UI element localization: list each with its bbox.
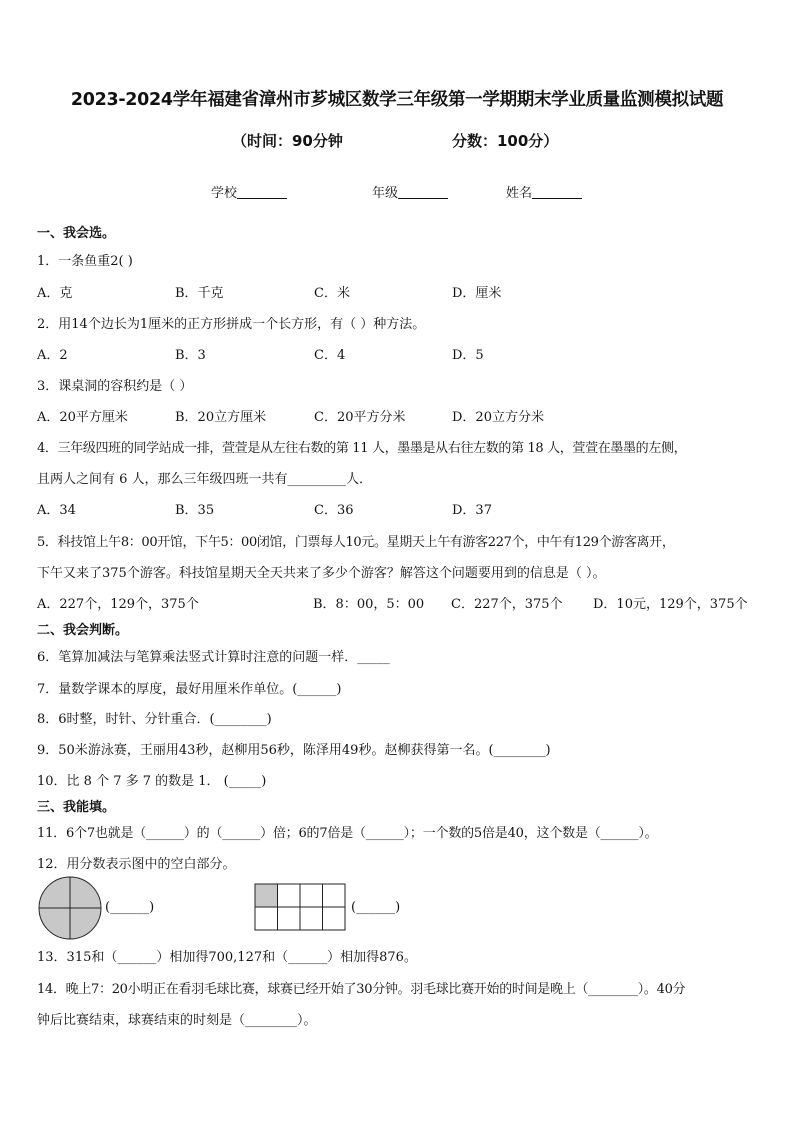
- question-2: 2．用14个边长为1厘米的正方形拼成一个长方形，有（ ）种方法。: [37, 317, 426, 332]
- name-field: [506, 182, 582, 201]
- question-3: 3．课桌洞的容积约是（ ）: [37, 379, 193, 394]
- q2-option-b[interactable]: B．3: [175, 348, 206, 363]
- q1-option-a[interactable]: A．克: [37, 286, 73, 301]
- q3-option-d[interactable]: D．20立方分米: [452, 410, 544, 425]
- q4-option-b[interactable]: B．35: [175, 503, 215, 518]
- section-choose: 一、我会选。: [37, 226, 116, 241]
- question-10: 10．比 8 个 7 多 7 的数是 1． (_____): [37, 774, 267, 789]
- question-12: 12．用分数表示图中的空白部分。: [37, 857, 236, 872]
- circle-fraction-figure: [37, 875, 103, 941]
- name-blank[interactable]: [532, 185, 582, 199]
- q2-option-c[interactable]: C．4: [314, 348, 346, 363]
- grid-shaded-cell: [255, 884, 278, 907]
- grid-answer-blank[interactable]: (______): [351, 900, 401, 915]
- q5-option-d[interactable]: D．10元，129个，375个: [593, 597, 748, 612]
- school-blank[interactable]: [237, 185, 287, 199]
- section-judge: 二、我会判断。: [37, 623, 129, 638]
- q3-option-a[interactable]: A．20平方厘米: [37, 410, 128, 425]
- q2-option-a[interactable]: A．2: [37, 348, 68, 363]
- q1-option-d[interactable]: D．厘米: [452, 286, 502, 301]
- question-5-line-1: 5．科技馆上午8：00开馆，下午5：00闭馆，门票每人10元。星期天上午有游客227个，中午有129个游客离开，: [37, 535, 675, 550]
- exam-time: （时间：90分钟: [232, 132, 343, 150]
- question-4-line-1: 4．三年级四班的同学站成一排，萱萱是从左往右数的第 11 人，墨墨是从右往左数的第 18 人，萱萱在墨墨的左侧，: [37, 441, 687, 456]
- question-13: 13．315和（______）相加得700,127和（______）相加得876。: [37, 950, 417, 965]
- question-5-line-2: 下午又来了375个游客。科技馆星期天全天共来了多少个游客？解答这个问题要用到的信息是（ ）。: [37, 566, 606, 581]
- question-6: 6．笔算加减法与笔算乘法竖式计算时注意的问题一样．_____: [37, 650, 390, 665]
- school-label: 学校: [211, 186, 238, 201]
- q1-option-b[interactable]: B．千克: [175, 286, 224, 301]
- q4-option-c[interactable]: C．36: [314, 503, 354, 518]
- grade-label: 年级: [372, 186, 399, 201]
- exam-score: 分数：100分）: [452, 132, 559, 150]
- q2-option-d[interactable]: D．5: [452, 348, 484, 363]
- q3-option-b[interactable]: B．20立方厘米: [175, 410, 267, 425]
- question-11: 11．6个7也就是（______）的（______）倍；6的7倍是（______）；一个数的5倍是40，这个数是（______）。: [37, 826, 658, 841]
- page-title: 2023-2024学年福建省漳州市芗城区数学三年级第一学期期末学业质量监测模拟试题: [70, 90, 724, 110]
- school-field: [211, 182, 287, 201]
- question-8: 8．6时整，时针、分针重合．(________): [37, 712, 272, 727]
- q3-option-c[interactable]: C．20平方分米: [314, 410, 406, 425]
- question-14-line-1: 14．晚上7：20小明正在看羽毛球比赛，球赛已经开始了30分钟。羽毛球比赛开始的时间是晚上（________）。40分: [37, 982, 686, 997]
- circle-answer-blank[interactable]: (______): [105, 900, 155, 915]
- name-label: 姓名: [506, 186, 533, 201]
- q5-option-c[interactable]: C．227个，375个: [451, 597, 563, 612]
- question-9: 9．50米游泳赛，王丽用43秒，赵柳用56秒，陈泽用49秒。赵柳获得第一名。(________): [37, 743, 551, 758]
- grade-blank[interactable]: [398, 185, 448, 199]
- q4-option-a[interactable]: A．34: [37, 503, 76, 518]
- q5-option-a[interactable]: A．227个，129个，375个: [37, 597, 199, 612]
- section-fill: 三、我能填。: [37, 800, 116, 815]
- question-7: 7．量数学课本的厚度，最好用厘米作单位。(______): [37, 682, 342, 697]
- q1-option-c[interactable]: C．米: [314, 286, 350, 301]
- question-1: 1．一条鱼重2( ): [37, 254, 133, 269]
- grid-fraction-figure: [254, 883, 346, 931]
- question-4-line-2: 且两人之间有 6 人，那么三年级四班一共有_________人．: [37, 472, 373, 487]
- q4-option-d[interactable]: D．37: [452, 503, 492, 518]
- grade-field: [372, 182, 448, 201]
- question-14-line-2: 钟后比赛结束，球赛结束的时刻是（________）。: [37, 1013, 317, 1028]
- q5-option-b[interactable]: B．8：00，5：00: [313, 597, 425, 612]
